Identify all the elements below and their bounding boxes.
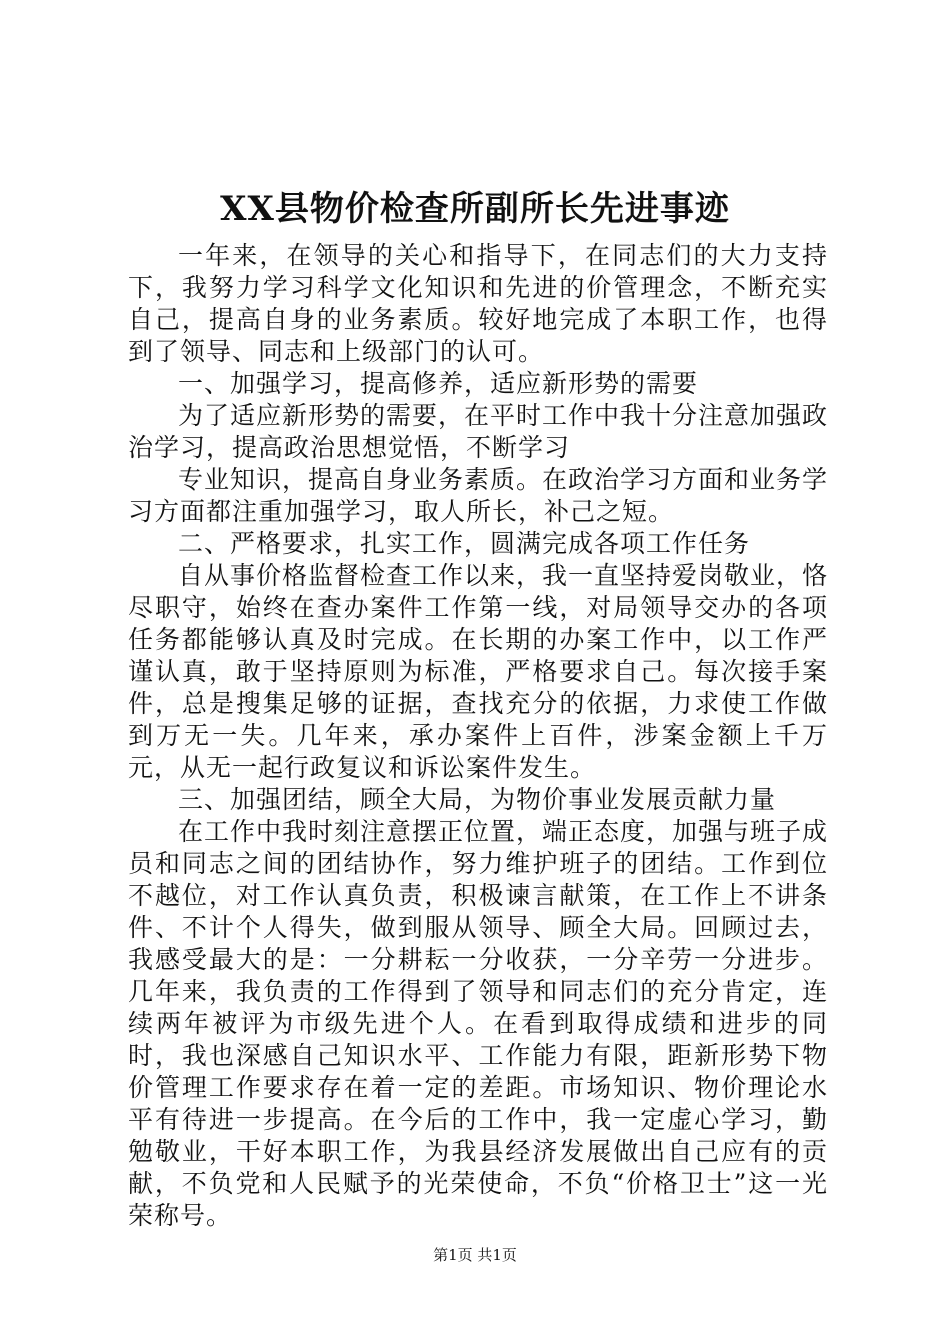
paragraph: 自从事价格监督检查工作以来，我一直坚持爱岗敬业，恪尽职守，始终在查办案件工作第一线，对局领导交办的各项任务都能够认真及时完成。在长期的办案工作中，以工作严谨认真，敢于坚持原则为标准，严格要求自己。每次接手案件，总是搜集足够的证据，查找充分的依据，力求使工作做到万无一失。几年来，承办案件上百件，涉案金额上千万元，从无一起行政复议和诉讼案件发生。 <box>128 561 829 782</box>
paragraph-intro: 一年来，在领导的关心和指导下，在同志们的大力支持下，我努力学习科学文化知识和先进的价管理念，不断充实自己，提高自身的业务素质。较好地完成了本职工作，也得到了领导、同志和上级部门的认可。 <box>128 241 828 366</box>
paragraph: 为了适应新形势的需要，在平时工作中我十分注意加强政治学习，提高政治思想觉悟，不断学习 <box>128 401 829 462</box>
paragraph: 在工作中我时刻注意摆正位置，端正态度，加强与班子成员和同志之间的团结协作，努力维护班子的团结。工作到位不越位，对工作认真负责，积极谏言献策，在工作上不讲条件、不计个人得失，做到服从领导、顾全大局。回顾过去，我感受最大的是：一分耕耘一分收获，一分辛劳一分进步。几年来，我负责的工作得到了领导和同志们的充分肯定，连续两年被评为市级先进个人。在看到取得成绩和进步的同时，我也深感自己知识水平、工作能力有限，距新形势下物价管理工作要求存在着一定的差距。市场知识、物价理论水平有待进一步提高。在今后的工作中，我一定虚心学习，勤勉敬业，干好本职工作，为我县经济发展做出自己应有的贡献，不负党和人民赋予的光荣使命，不负“价格卫士”这一光荣称号。 <box>128 817 829 1230</box>
section-heading-1: 一、加强学习，提高修养，适应新形势的需要 <box>178 369 699 398</box>
paragraph: 专业知识，提高自身业务素质。在政治学习方面和业务学习方面都注重加强学习，取人所长，补己之短。 <box>128 465 829 526</box>
section-heading-3: 三、加强团结，顾全大局，为物价事业发展贡献力量 <box>178 785 777 814</box>
document-body <box>128 240 828 1232</box>
page-title: XX县物价检查所副所长先进事迹 <box>220 189 730 229</box>
section-heading-2: 二、严格要求，扎实工作，圆满完成各项工作任务 <box>178 529 751 558</box>
page-footer: 第1页 共1页 <box>433 1246 517 1264</box>
